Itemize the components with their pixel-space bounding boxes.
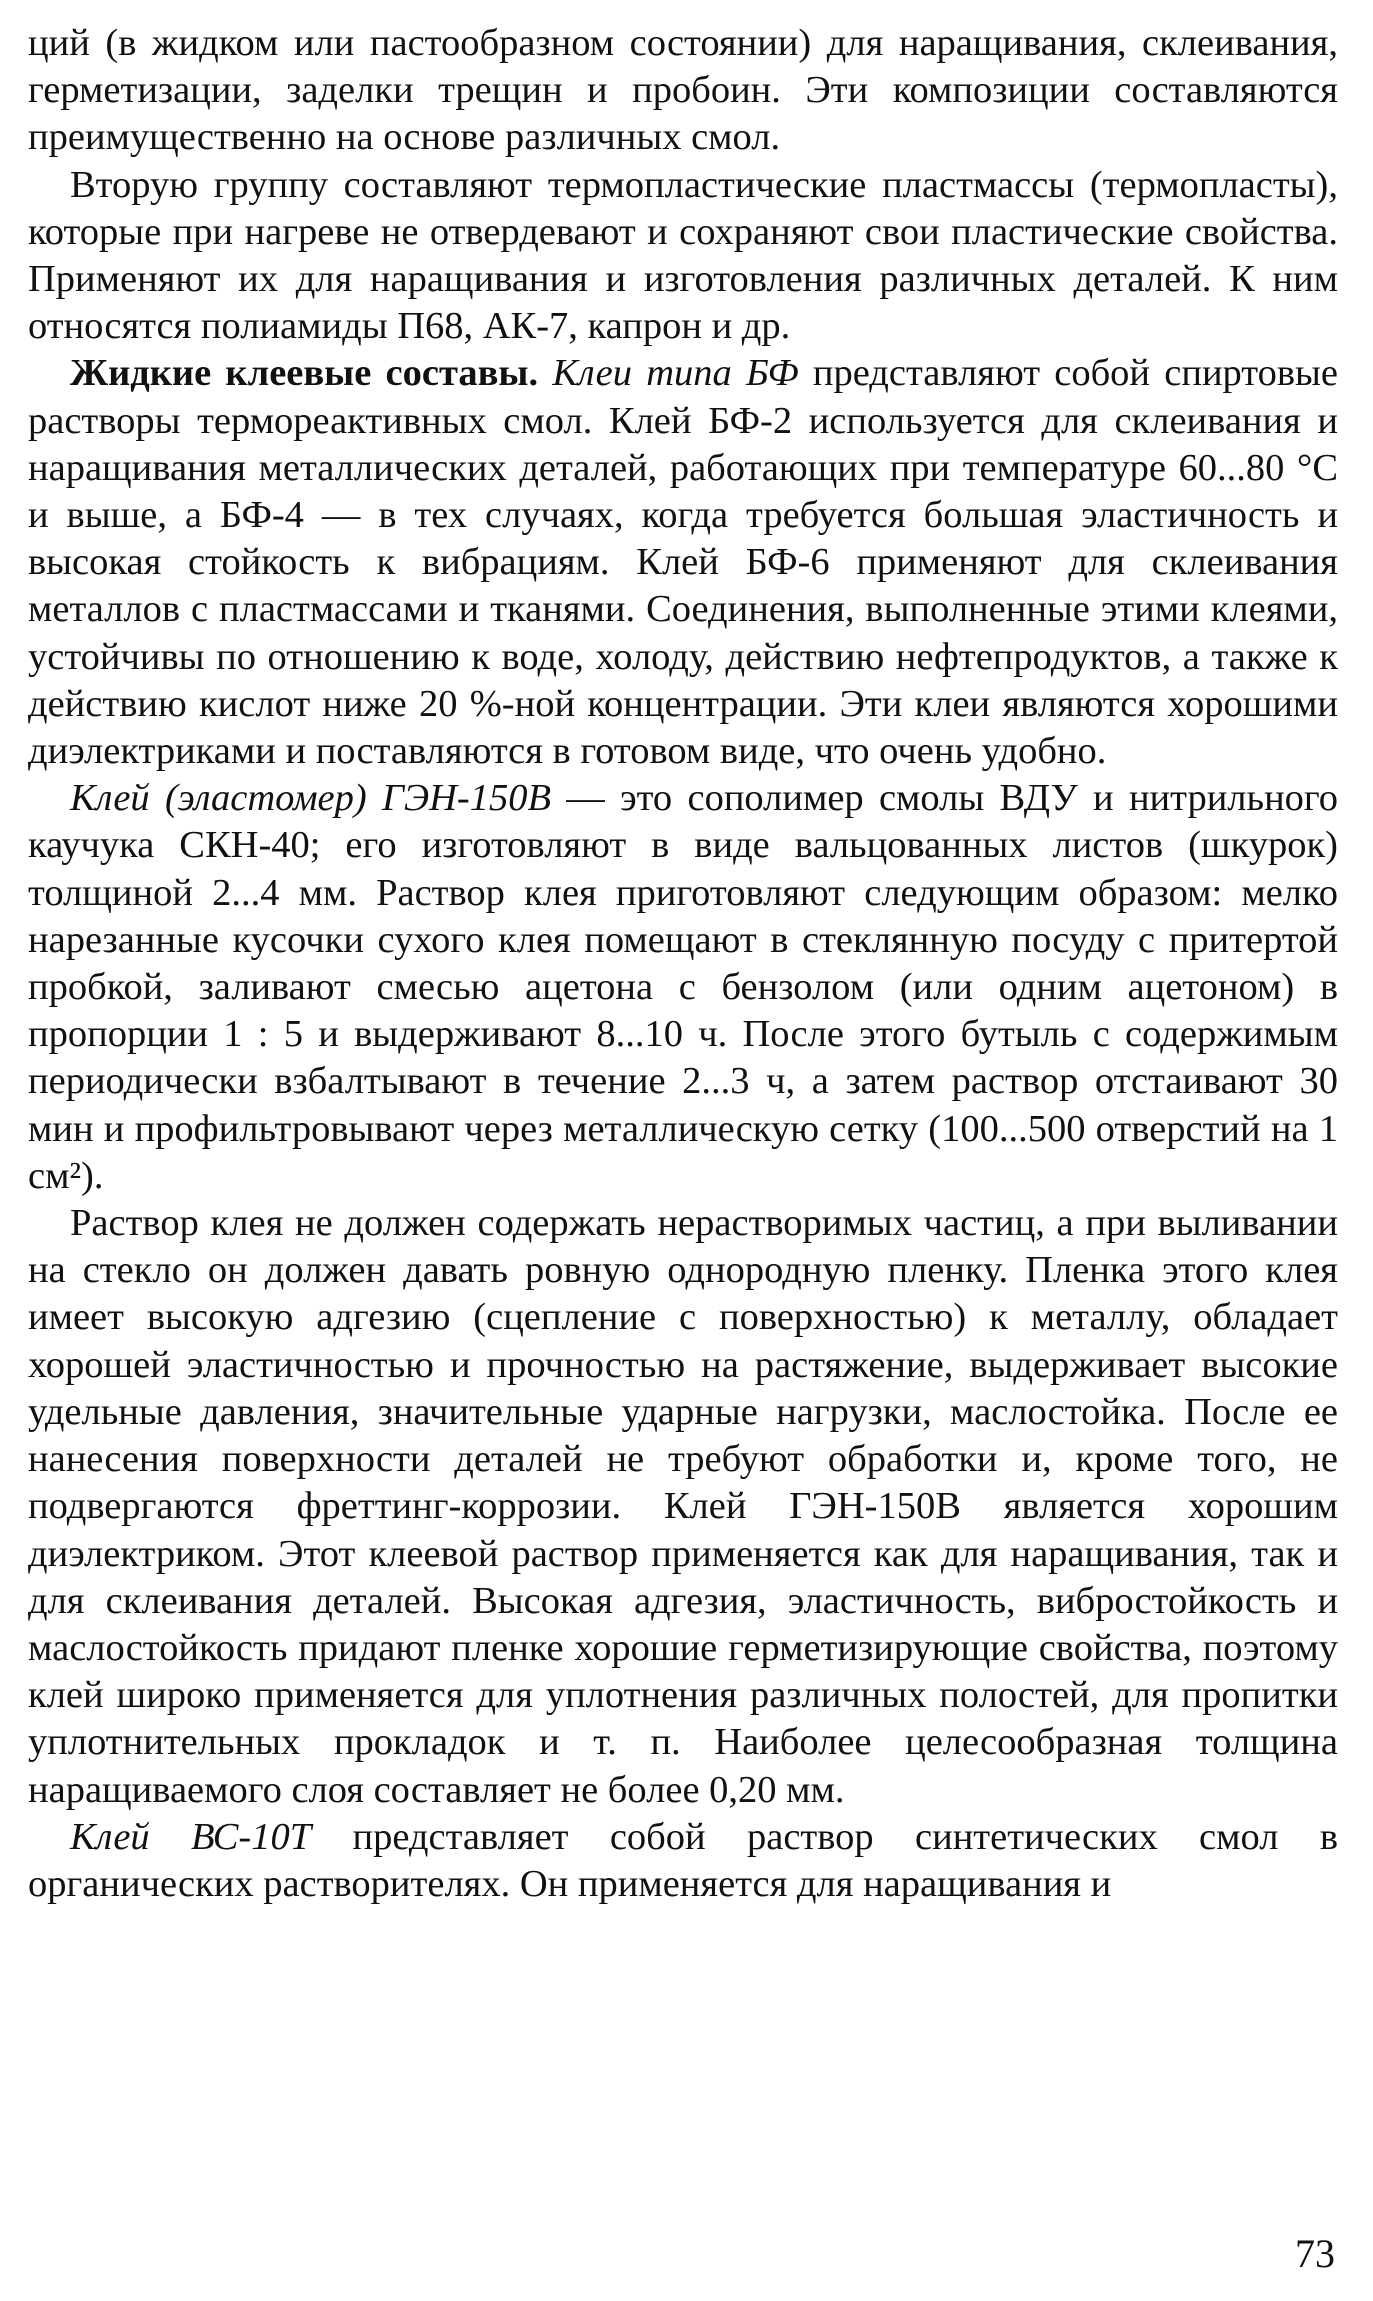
paragraph-text: Вторую группу составляют термопластические пластмассы (термопласты), которые при нагреве не отвердевают и сохраняют свои пластические свойства. Применяют их для наращивания и изготовления различных деталей. К ним относятся полиамиды П68, АК-7, капрон и др.	[28, 163, 1338, 348]
paragraph-vs-10t	[28, 1814, 1338, 1908]
body-text	[28, 20, 1338, 1908]
section-heading: Жидкие клеевые составы.	[70, 352, 539, 395]
term-gen-150v: Клей (эластомер) ГЭН-150В	[70, 777, 551, 820]
term-bf-glue: Клеи типа БФ	[552, 352, 799, 395]
paragraph-text: — это сополимер смолы ВДУ и нитрильного каучука СКН-40; его изготовляют в виде вальцованных листов (шкурок) толщиной 2...4 мм. Раствор клея приготовляют следующим образом: мелко нарезанные кусочки сухого клея помещают в стеклянную посуду с притертой пробкой, заливают смесью ацетона с бензолом (или одним ацетоном) в пропорции 1 : 5 и выдерживают 8...10 ч. После этого бутыль с содержимым периодически взбалтывают в течение 2...3 ч, а затем раствор отстаивают 30 мин и профильтровывают через металлическую сетку (100...500 отверстий на 1 см²).	[28, 777, 1339, 1197]
paragraph-continuation	[28, 20, 1338, 162]
paragraph-solution-properties	[28, 1200, 1338, 1814]
paragraph-text: представляет собой раствор синтетических смол в органических растворителях. Он применяется для наращивания и	[28, 1815, 1338, 1905]
paragraph-text: Раствор клея не должен содержать нерастворимых частиц, а при выливании на стекло он должен давать ровную однородную пленку. Пленка этого клея имеет высокую адгезию (сцепление с поверхностью) к металлу, обладает хорошей эластичностью и прочностью на растяжение, выдерживает высокие удельные давления, значительные ударные нагрузки, маслостойка. После ее нанесения поверхности деталей не требуют обработки и, кроме того, не подвергаются фреттинг-коррозии. Клей ГЭН-150В является хорошим диэлектриком. Этот клеевой раствор применяется как для наращивания, так и для склеивания деталей. Высокая адгезия, эластичность, вибростойкость и маслостойкость придают пленке хорошие герметизирующие свойства, поэтому клей широко применяется для уплотнения различных полостей, для пропитки уплотнительных прокладок и т. п. Наиболее целесообразная толщина наращиваемого слоя составляет не более 0,20 мм.	[28, 1202, 1338, 1811]
paragraph-gen-150v	[28, 775, 1338, 1200]
paragraph-text: ций (в жидком или пастообразном состоянии) для наращивания, склеивания, герметизации, заделки трещин и пробоин. Эти композиции составляются преимущественно на основе различных смол.	[28, 22, 1338, 159]
paragraph-text: представляют собой спиртовые растворы термореактивных смол. Клей БФ-2 используется для склеивания и наращивания металлических деталей, работающих при температуре 60...80 °С и выше, а БФ-4 — в тех случаях, когда требуется большая эластичность и высокая стойкость к вибрациям. Клей БФ-6 применяют для склеивания металлов с пластмассами и тканями. Соединения, выполненные этими клеями, устойчивы по отношению к воде, холоду, действию нефтепродуктов, а также к действию кислот ниже 20 %-ной концентрации. Эти клеи являются хорошими диэлектриками и поставляются в готовом виде, что очень удобно.	[28, 352, 1339, 773]
paragraph-liquid-adhesives	[28, 350, 1338, 775]
paragraph-thermoplastics	[28, 162, 1338, 351]
page-number: 73	[1295, 2231, 1335, 2276]
term-vs-10t: Клей ВС-10Т	[70, 1815, 312, 1858]
